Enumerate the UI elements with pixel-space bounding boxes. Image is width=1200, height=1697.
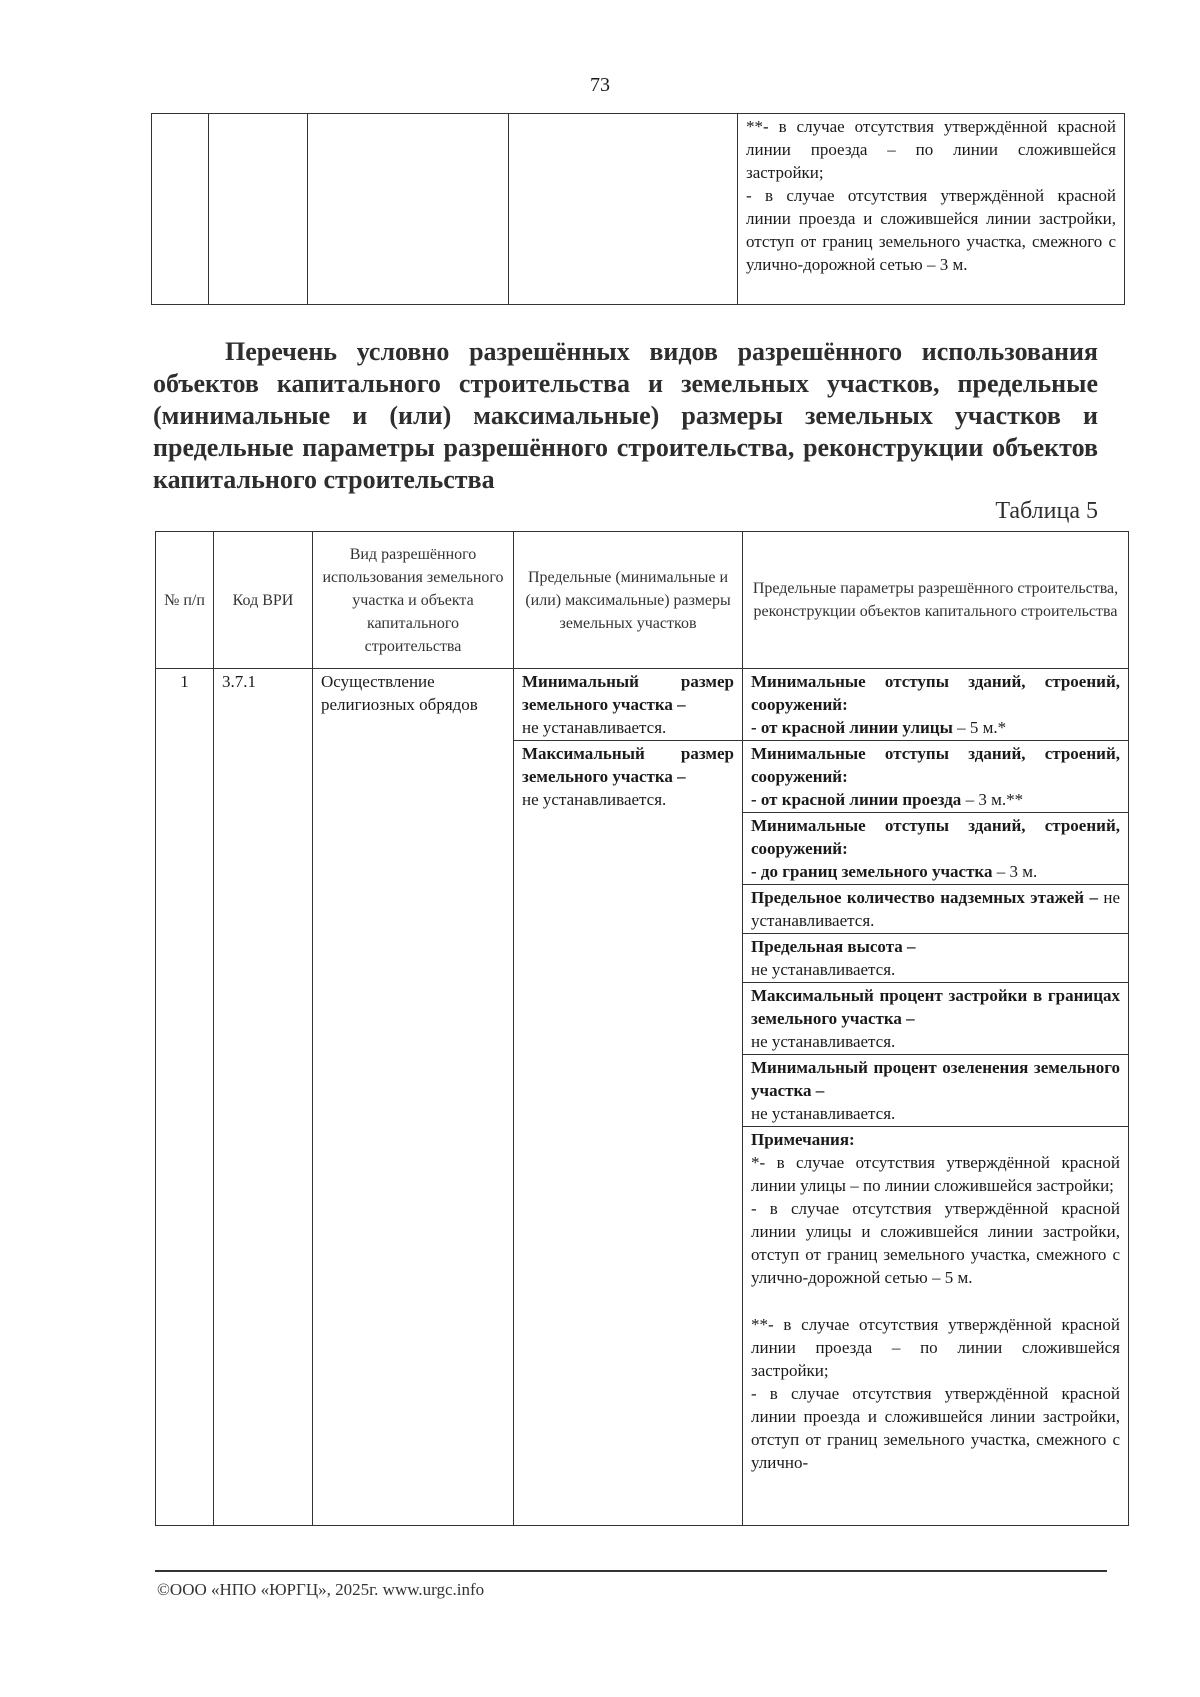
max-size-cell xyxy=(514,741,743,1526)
param-cell xyxy=(743,934,1129,983)
row-kind: Осуществление религиозных обрядов xyxy=(313,669,514,1526)
continuation-table xyxy=(151,113,1125,305)
note-text: *- в случае отсутствия утверждённой красной линии улицы – по линии сложившейся застройки; xyxy=(751,1153,1120,1195)
param-value: не устанавливается. xyxy=(751,1032,896,1051)
header-row xyxy=(156,532,1129,669)
param-label: Минимальные отступы зданий, строений, сооружений: xyxy=(751,816,1120,858)
note-text: - в случае отсутствия утверждённой красной линии улицы и сложившейся линии застройки, отступ от границ земельного участка, смежного с улично-дорожной сетью – 5 м. xyxy=(751,1199,1120,1287)
min-size-cell xyxy=(514,669,743,741)
param-value: – 5 м.* xyxy=(952,718,1007,737)
header-num: № п/п xyxy=(156,532,214,669)
min-size-value: не устанавливается. xyxy=(522,718,667,737)
notes-label: Примечания: xyxy=(751,1130,855,1149)
table-row xyxy=(152,114,1125,305)
param-value: не устанавливается. xyxy=(751,888,1120,930)
table-cell xyxy=(509,114,738,305)
header-kind: Вид разрешённого использования земельного участка и объекта капитального строительства xyxy=(313,532,514,669)
param-label: Минимальные отступы зданий, строений, сооружений: xyxy=(751,672,1120,714)
footer-copyright: ©ООО «НПО «ЮРГЦ», 2025г. www.urgc.info xyxy=(157,1580,485,1599)
row-code: 3.7.1 xyxy=(214,669,313,1526)
param-cell xyxy=(743,741,1129,813)
page-number: 73 xyxy=(590,74,610,96)
max-size-label: Максимальный размер земельного участка – xyxy=(522,744,734,786)
param-value-bold: - от красной линии проезда xyxy=(751,790,962,809)
param-value: не устанавливается. xyxy=(751,960,896,979)
param-cell xyxy=(743,813,1129,885)
header-code: Код ВРИ xyxy=(214,532,313,669)
notes-cell xyxy=(738,114,1125,305)
param-cell xyxy=(743,1055,1129,1127)
param-label: Предельное количество надземных этажей – xyxy=(751,888,1098,907)
min-size-label: Минимальный размер земельного участка – xyxy=(522,672,734,714)
table-cell xyxy=(209,114,308,305)
table-row xyxy=(156,669,1129,741)
param-value: не устанавливается. xyxy=(751,1104,896,1123)
notes-cell xyxy=(743,1127,1129,1526)
param-label: Минимальные отступы зданий, строений, сооружений: xyxy=(751,744,1120,786)
param-value-bold: - от красной линии улицы xyxy=(751,718,953,737)
table-caption: Таблица 5 xyxy=(995,498,1098,524)
footer-divider xyxy=(155,1570,1107,1572)
param-cell xyxy=(743,885,1129,934)
section-heading: Перечень условно разрешённых видов разрешённого использования объектов капитального строительства и земельных участков, предельные (минимальные и (или) максимальные) размеры земельных участков и предельные параметры разрешённого строительства, реконструкции объектов капитального строительства xyxy=(153,337,1098,494)
max-size-value: не устанавливается. xyxy=(522,790,667,809)
table-cell xyxy=(308,114,509,305)
param-label: Минимальный процент озеленения земельного участка – xyxy=(751,1058,1120,1100)
param-cell xyxy=(743,669,1129,741)
row-number: 1 xyxy=(156,669,214,1526)
note-text: **- в случае отсутствия утверждённой красной линии проезда – по линии сложившейся застройки; xyxy=(751,1315,1120,1380)
param-value: – 3 м.** xyxy=(961,790,1024,809)
param-label: Предельная высота – xyxy=(751,937,916,956)
param-value-bold: - до границ земельного участка xyxy=(751,862,993,881)
table-cell xyxy=(152,114,209,305)
param-label: Максимальный процент застройки в границах земельного участка – xyxy=(751,986,1120,1028)
note-text: - в случае отсутствия утверждённой красной линии проезда и сложившейся линии застройки, отступ от границ земельного участка, смежного с улично- xyxy=(751,1384,1120,1472)
header-sizes: Предельные (минимальные и (или) максимальные) размеры земельных участков xyxy=(514,532,743,669)
regulations-table xyxy=(155,531,1129,1526)
param-cell xyxy=(743,983,1129,1055)
param-value: – 3 м. xyxy=(992,862,1038,881)
note-text: - в случае отсутствия утверждённой красной линии проезда и сложившейся линии застройки, отступ от границ земельного участка, смежного с улично-дорожной сетью – 3 м. xyxy=(746,186,1116,274)
header-params: Предельные параметры разрешённого строительства, реконструкции объектов капитального строительства xyxy=(743,532,1129,669)
note-text: **- в случае отсутствия утверждённой красной линии проезда – по линии сложившейся застройки; xyxy=(746,117,1116,182)
